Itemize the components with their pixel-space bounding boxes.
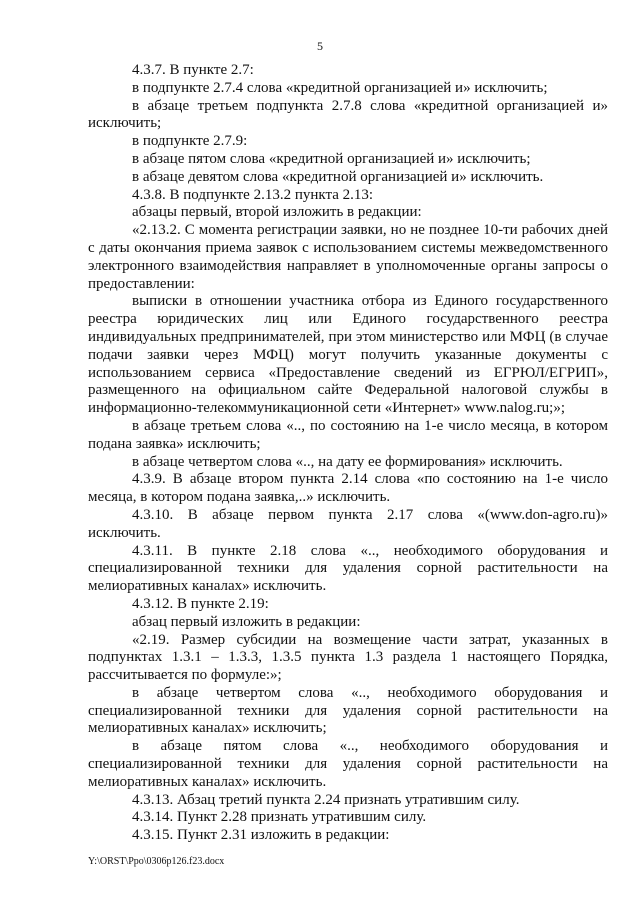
page-number: 5: [317, 39, 323, 53]
paragraph: 4.3.7. В пункте 2.7:: [132, 62, 254, 78]
paragraph: абзацы первый, второй изложить в редакции:: [132, 204, 422, 221]
paragraph: в подпункте 2.7.4 слова «кредитной организацией и» исключить;: [132, 79, 548, 96]
paragraph: 4.3.14. Пункт 2.28 признать утратившим силу.: [132, 809, 427, 826]
paragraph: в абзаце третьем слова «.., по состоянию на 1-е число месяца, в котором подана заявка» исключить;: [88, 417, 608, 452]
footer-file-path: Y:\ORST\Ppo\0306p126.f23.docx: [88, 856, 225, 867]
paragraph: 4.3.12. В пункте 2.19:: [132, 595, 269, 612]
paragraph: абзац первый изложить в редакции:: [132, 613, 361, 630]
paragraph: в абзаце пятом слова «.., необходимого оборудования и специализированной техники для удаления сорной растительности на мелиоративных каналах» исключить.: [88, 738, 608, 790]
paragraph: в абзаце девятом слова «кредитной организацией и» исключить.: [132, 168, 544, 185]
document-body: [88, 62, 608, 845]
paragraph: в абзаце третьем подпункта 2.7.8 слова «кредитной организацией и» исключить;: [88, 97, 608, 132]
paragraph: 4.3.10. В абзаце первом пункта 2.17 слова «(www.don-agro.ru)» исключить.: [88, 506, 608, 541]
paragraph: в абзаце пятом слова «кредитной организацией и» исключить;: [132, 150, 531, 167]
paragraph: 4.3.15. Пункт 2.31 изложить в редакции:: [132, 827, 390, 844]
paragraph: 4.3.11. В пункте 2.18 слова «.., необходимого оборудования и специализированной техники для удаления сорной растительности на мелиоративных каналах» исключить.: [88, 542, 608, 595]
paragraph: в подпункте 2.7.9:: [132, 133, 248, 150]
paragraph: «2.13.2. С момента регистрации заявки, но не позднее 10-ти рабочих дней с даты окончания приема заявок с использованием системы межведомственного электронного взаимодействия направляет в уполномоченные органы запросы о предоставлении:: [88, 222, 608, 292]
paragraph: в абзаце четвертом слова «.., необходимого оборудования и специализированной техники для удаления сорной растительности на мелиоративных каналах» исключить;: [88, 684, 608, 737]
paragraph: в абзаце четвертом слова «.., на дату ее формирования» исключить.: [132, 453, 563, 470]
paragraph: выписки в отношении участника отбора из Единого государственного реестра юридических лиц или Единого государственного реестра индивидуальных предпринимателей, при этом министерство или МФЦ (в случае подачи заявки через МФЦ) могут получить указанные документы с использованием сервиса «Предоставление сведений из ЕГРЮЛ/ЕГРИП», размещенного на официальном сайте Федеральной налоговой службы в информационно-телекоммуникационной сети «Интернет» www.nalog.ru;»;: [88, 293, 608, 417]
paragraph: «2.19. Размер субсидии на возмещение части затрат, указанных в подпунктах 1.3.1 – 1.3.3, 1.3.5 пункта 1.3 раздела 1 настоящего Порядка, рассчитывается по формуле:»;: [88, 631, 608, 684]
paragraph: 4.3.9. В абзаце втором пункта 2.14 слова «по состоянию на 1-е число месяца, в котором подана заявка,..» исключить.: [88, 471, 608, 506]
paragraph: 4.3.13. Абзац третий пункта 2.24 признать утратившим силу.: [132, 791, 520, 808]
paragraph: 4.3.8. В подпункте 2.13.2 пункта 2.13:: [132, 186, 374, 203]
